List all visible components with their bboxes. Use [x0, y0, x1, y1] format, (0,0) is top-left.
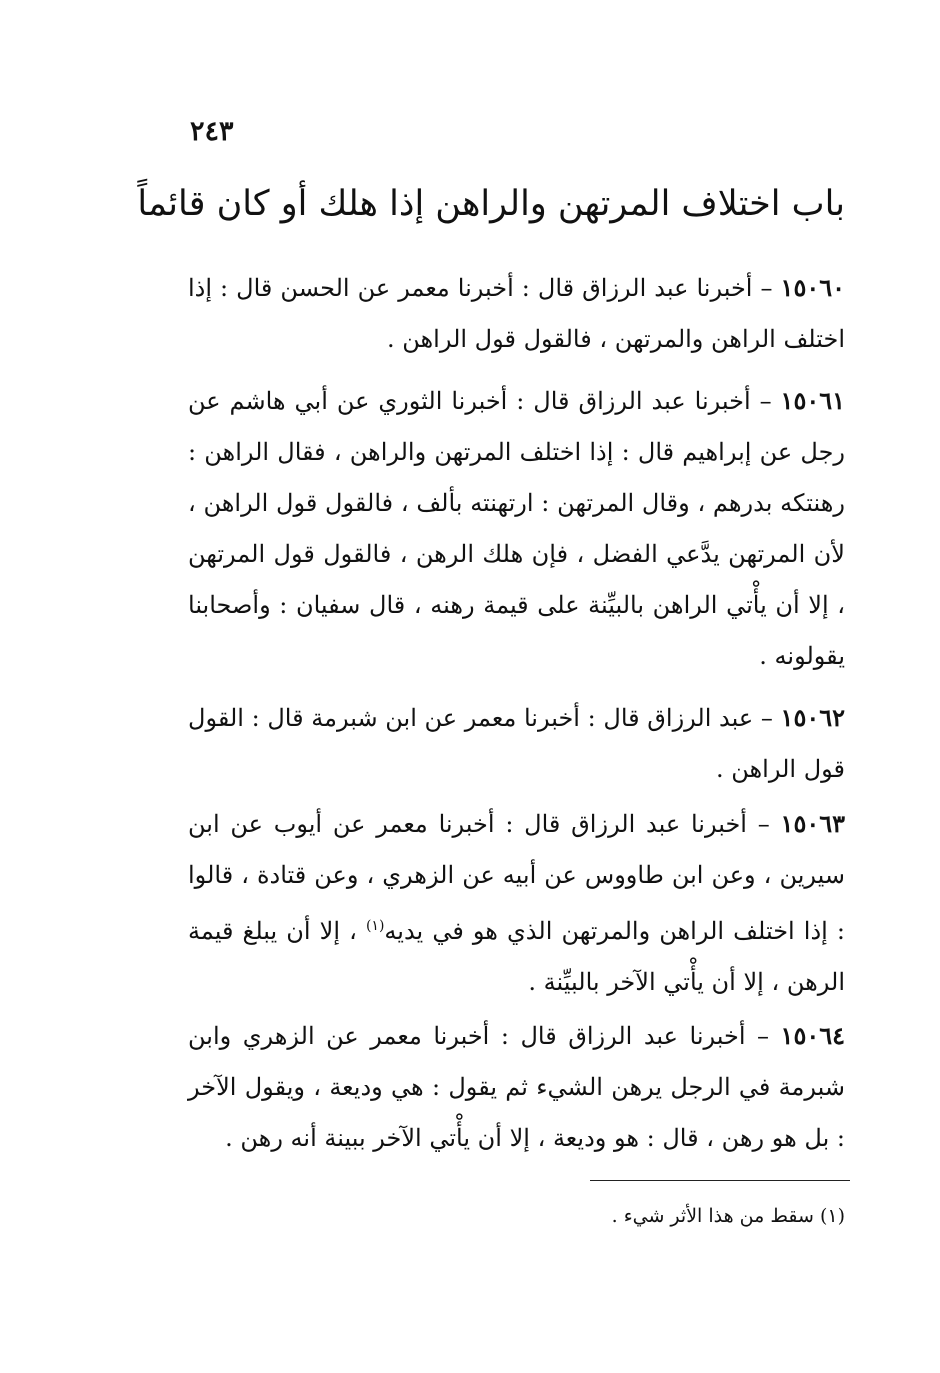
- hadith-paragraph: [188, 798, 845, 1008]
- hadith-text: – أخبرنا عبد الرزاق قال : أخبرنا معمر عن الزهري وابن شبرمة في الرجل يرهن الشيء ثم يقول : هي وديعة ، ويقول الآخر : بل هو رهن ، قال : هو وديعة ، إلا أن يأْتي الآخر ببينة أنه رهن .: [188, 1022, 845, 1152]
- hadith-number: ١٥٠٦٣: [780, 809, 845, 838]
- page-number: ٢٤٣: [190, 116, 234, 147]
- hadith-text: – أخبرنا عبد الرزاق قال : أخبرنا معمر عن الحسن قال : إذا اختلف الراهن والمرتهن ، فالقول قول الراهن .: [188, 274, 845, 353]
- hadith-text: – أخبرنا عبد الرزاق قال : أخبرنا معمر عن أيوب عن ابن سيرين ، وعن ابن طاووس عن أبيه عن الزهري ، وعن قتادة ، قالوا : إذا اختلف الراهن والمرتهن الذي هو في يديه: [188, 810, 845, 945]
- hadith-number: ١٥٠٦٤: [780, 1021, 845, 1050]
- hadith-text: – عبد الرزاق قال : أخبرنا معمر عن ابن شبرمة قال : القول قول الراهن .: [188, 704, 845, 783]
- hadith-paragraph: [188, 375, 845, 682]
- hadith-paragraph: [188, 1010, 845, 1164]
- hadith-number: ١٥٠٦١: [780, 386, 845, 415]
- hadith-paragraph: [188, 692, 845, 795]
- hadith-number: ١٥٠٦٢: [780, 703, 845, 732]
- footnote: (١) سقط من هذا الأثر شيء .: [611, 1205, 845, 1227]
- hadith-text: – أخبرنا عبد الرزاق قال : أخبرنا الثوري عن أبي هاشم عن رجل عن إبراهيم قال : إذا اختلف المرتهن والراهن ، فقال الراهن : رهنتكه بدرهم ، وقال المرتهن : ارتهنته بألف ، فالقول قول الراهن ، لأن المرتهن يدَّعي الفضل ، فإن هلك الرهن ، فالقول قول المرتهن ، إلا أن يأْتي الراهن بالبيِّنة على قيمة رهنه ، قال سفيان : وأصحابنا يقولونه .: [188, 387, 845, 670]
- footnote-reference: (١): [365, 918, 385, 934]
- hadith-number: ١٥٠٦٠: [780, 273, 845, 302]
- hadith-paragraph: [188, 262, 845, 365]
- hadith-text: ، إلا أن يبلغ قيمة الرهن ، إلا أن يأْتي الآخر بالبيِّنة .: [188, 917, 845, 996]
- footnote-divider: [590, 1180, 850, 1181]
- chapter-heading: باب اختلاف المرتهن والراهن إذا هلك أو كان قائماً: [137, 184, 845, 224]
